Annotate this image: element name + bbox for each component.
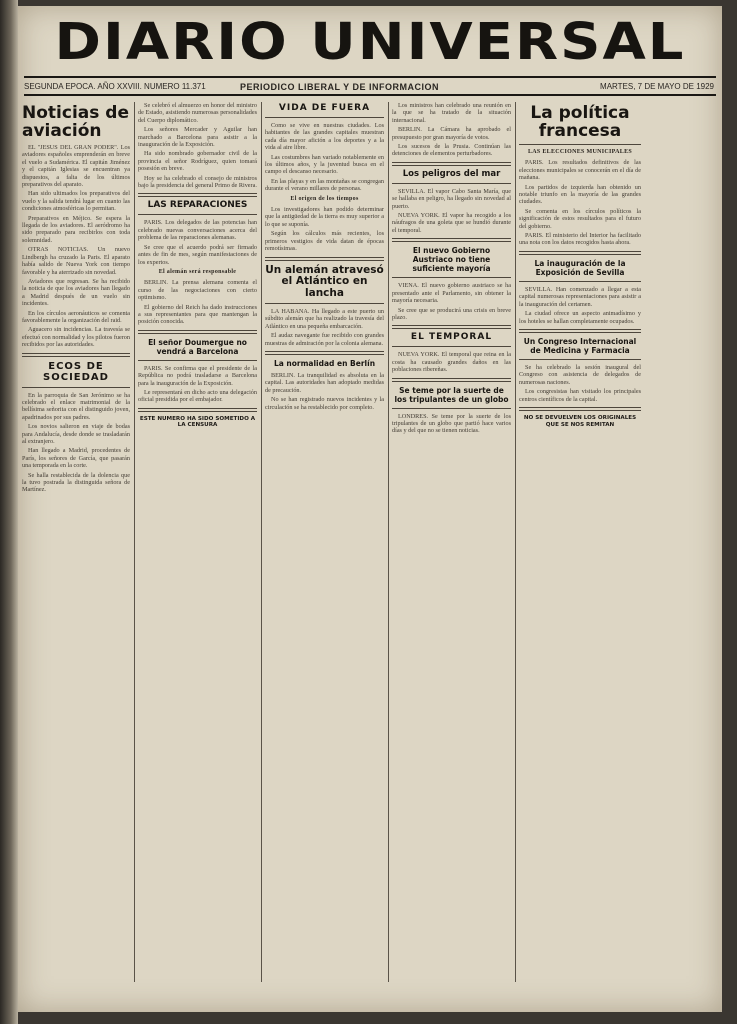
article-paragraph: SEVILLA. El vapor Cabo Santa María, que se hallaba en peligro, ha llegado sin novedad al puerto. [392, 187, 511, 210]
article-paragraph: Se comenta en los círculos políticos la significación de estos resultados para el futuro del gobierno. [519, 207, 641, 230]
article-subhead: El alemán será responsable [158, 268, 237, 275]
headline-normalidad-berlin: La normalidad en Berlín [273, 359, 376, 369]
masthead-rule [24, 76, 716, 78]
article-paragraph: Los congresistas han visitado los principales centros científicos de la capital. [519, 388, 641, 403]
article-paragraph: Los investigadores han podido determinar que la antigüedad de la tierra es muy superior a lo que se suponía. [265, 206, 384, 228]
section-rule [519, 144, 641, 145]
article-paragraph: PARIS. Se confirma que el presidente de la República no podrá trasladarse a Barcelona para la inauguración de la Exposición. [138, 364, 257, 387]
headline-aviacion: Noticias de aviación [22, 103, 129, 141]
tagline: PERIODICO LIBERAL Y DE INFORMACION [240, 82, 440, 92]
section-rule [138, 408, 257, 412]
section-rule [138, 193, 257, 197]
article-paragraph: PARIS. Los delegados de las potencias han celebrado nuevas conversaciones acerca del problema de las reparaciones alemanas. [138, 219, 257, 242]
section-rule [392, 238, 511, 242]
article-paragraph: Ha sido nombrado gobernador civil de la provincia el señor Rodríguez, quien tomará posesión en breve. [138, 150, 257, 173]
issue-date: MARTES, 7 DE MAYO DE 1929 [600, 82, 714, 91]
section-rule [392, 183, 511, 184]
article-paragraph: PARIS. El ministerio del Interior ha facilitado una nota con los datos recogidos hasta ahora. [519, 232, 641, 247]
newspaper-page [18, 6, 722, 1012]
article-paragraph: OTRAS NOTICIAS. Un nuevo Lindbergh ha cruzado la Paris. El aparato había salido de Nueva York con tiempo favorable y ha aterrizado sin novedad. [22, 246, 130, 276]
article-paragraph: BERLIN. La tranquilidad es absoluta en la capital. Las autoridades han adoptado medidas de precaución. [265, 372, 384, 394]
article-paragraph: En las playas y en las montañas se congregan durante el verano millares de personas. [265, 177, 384, 193]
article-paragraph: NUEVA YORK. El temporal que reina en la costa ha causado grandes daños en las poblaciones ribereñas. [392, 351, 511, 374]
column-2 [138, 102, 257, 1002]
column-separator [134, 102, 135, 982]
section-rule [392, 277, 511, 278]
section-rule [519, 281, 641, 282]
article-paragraph: Hoy se ha celebrado el consejo de ministros bajo la presidencia del general Primo de Rivera. [138, 174, 257, 190]
article-paragraph: Han sido ultimados los preparativos del vuelo y la salida tendrá lugar en cuanto las condiciones atmosféricas lo permitan. [22, 190, 130, 213]
article-paragraph: Se cree que el acuerdo podrá ser firmado antes de fin de mes, según manifestaciones de los expertos. [138, 243, 257, 266]
article-paragraph: NUEVA YORK. El vapor ha recogido a los náufragos de una goleta que se hundió durante el temporal. [392, 212, 511, 234]
section-rule [519, 251, 641, 255]
article-paragraph: PARIS. Los resultados definitivos de las elecciones municipales se conocerán en el día de mañana. [519, 159, 641, 182]
article-paragraph: Como se vive en nuestras ciudades. Los habitantes de las grandes capitales muestran cada día mayor afición a los deportes y a la vida al aire libre. [265, 122, 384, 152]
article-paragraph: En los círculos aeronáuticos se comenta favorablemente la organización del raid. [22, 309, 130, 324]
section-rule [138, 330, 257, 334]
article-paragraph: Han llegado a Madrid, procedentes de París, los señores de García, que pasarán una temporada en la corte. [22, 447, 130, 470]
section-rule [138, 214, 257, 215]
column-1 [22, 102, 130, 1002]
article-paragraph: Aviadores que regresan. Se ha recibido la noticia de que los aviadores han llegado a Madrid después de un vuelo sin incidentes. [22, 277, 130, 308]
article-paragraph: Los ministros han celebrado una reunión en la que se ha tratado de la situación internacional. [392, 102, 511, 124]
article-paragraph: VIENA. El nuevo gobierno austriaco se ha presentado ante el Parlamento, sin obtener la mayoría necesaria. [392, 282, 511, 305]
section-rule [392, 408, 511, 409]
column-separator [261, 102, 262, 982]
section-rule [138, 360, 257, 361]
section-temporal: EL TEMPORAL [410, 332, 493, 343]
section-rule [519, 329, 641, 333]
article-paragraph: BERLIN. La Cámara ha aprobado el presupuesto por gran mayoría de votos. [392, 126, 511, 141]
article-paragraph: Los partidos de izquierda han obtenido un notable triunfo en la mayoría de las grandes ciudades. [519, 183, 641, 206]
section-rule [22, 387, 130, 388]
headline-gobierno-austriaco: El nuevo Gobierno Austriaco no tiene suficiente mayoría [412, 246, 491, 274]
column-separator [388, 102, 389, 982]
section-rule [519, 407, 641, 411]
section-rule [265, 257, 384, 261]
headline-politica-francesa: La política francesa [530, 103, 630, 141]
section-vida-fuera: VIDA DE FUERA [278, 103, 371, 113]
headline-aleman-atlantico: Un alemán atravesó el Atlántico en lancha [265, 263, 384, 299]
article-paragraph: LONDRES. Se teme por la suerte de los tripulantes de un globo que partió hace varios días y del que no se tienen noticias. [392, 412, 511, 435]
section-rule [265, 351, 384, 355]
section-rule [392, 325, 511, 329]
column-5 [519, 102, 641, 1002]
column-separator [515, 102, 516, 982]
article-paragraph: LA HABANA. Ha llegado a este puerto un súbdito alemán que ha realizado la travesía del Atlántico en una pequeña embarcación. [265, 308, 384, 330]
article-paragraph: BERLIN. La prensa alemana comenta el curso de las negociaciones con cierto optimismo. [138, 279, 257, 302]
section-rule [519, 359, 641, 360]
header-rule [24, 94, 716, 96]
article-paragraph: Los novios salieron en viaje de bodas para Andalucía, desde donde se trasladarán al extranjero. [22, 423, 130, 445]
section-ecos-sociedad: ECOS DE SOCIEDAD [43, 360, 109, 383]
article-subhead: LAS ELECCIONES MUNICIPALES [527, 149, 633, 155]
section-rule [265, 303, 384, 304]
article-paragraph: Se ha celebrado la sesión inaugural del Congreso con asistencia de delegados de numerosas naciones. [519, 363, 641, 386]
epoch-line: SEGUNDA EPOCA. AÑO XXVIII. NUMERO 11.371 [24, 82, 206, 91]
section-rule [265, 117, 384, 118]
article-paragraph: Según los cálculos más recientes, los primeros vestigios de vida datan de épocas remotísimas. [265, 230, 384, 253]
article-paragraph: No se han registrado nuevos incidentes y la circulación se ha restablecido por completo. [265, 396, 384, 411]
section-reparaciones: LAS REPARACIONES [147, 200, 248, 211]
headline-tripulantes-globo: Se teme por la suerte de los tripulantes de un globo [394, 385, 509, 404]
article-paragraph: En la parroquia de San Jerónimo se ha celebrado el enlace matrimonial de la bellísima señorita con el distinguido joven, apadrinados por sus padres. [22, 391, 130, 421]
section-rule [392, 378, 511, 382]
article-paragraph: El audaz navegante fue recibido con grandes muestras de admiración por la colonia alemana. [265, 332, 384, 347]
section-rule [392, 162, 511, 166]
article-paragraph: SEVILLA. Han comenzado a llegar a esta capital numerosas representaciones para asistir a la inauguración del certamen. [519, 285, 641, 308]
section-rule [22, 353, 130, 357]
newspaper-title: DIARIO UNIVERSAL [54, 13, 686, 72]
headline-exposicion-sevilla: La inauguración de la Exposición de Sevilla [534, 258, 626, 277]
article-paragraph: Se celebró el almuerzo en honor del ministro de Estado, asistiendo numerosas personalidades del Cuerpo diplomático. [138, 102, 257, 124]
article-paragraph: Aguacero sin incidencias. La travesía se efectuó con normalidad y los pilotos fueron recibidos por las autoridades. [22, 326, 130, 349]
headline-peligros-mar: Los peligros del mar [402, 168, 501, 179]
article-paragraph: Preparativos en Méjico. Se espera la llegada de los aviadores. El aeródromo ha sido preparado para recibirlos con toda solemnidad. [22, 214, 130, 244]
column-3 [265, 102, 384, 1002]
article-paragraph: Le representará en dicho acto una delegación oficial presidida por el embajador. [138, 388, 257, 404]
article-paragraph: El gobierno del Reich ha dado instrucciones a sus representantes para que mantengan la posición conocida. [138, 303, 257, 326]
article-paragraph: Se halla restablecida de la dolencia que la tuvo postrada la distinguida señora de Martínez. [22, 471, 130, 494]
article-paragraph: Los señores Mercader y Aguilar han marchado a Barcelona para asistir a la inauguración de la Exposición. [138, 126, 257, 149]
book-binding-edge [0, 0, 18, 1024]
originals-notice: NO SE DEVUELVEN LOS ORIGINALES QUE SE NOS REMITAN [523, 414, 637, 428]
article-paragraph: EL "JESUS DEL GRAN PODER". Los aviadores españoles emprenderán en breve el vuelo a Sudamérica. El capitán Jiménez y el capitán Iglesias se encuentran ya dispuestos, a falta de los últimos preparativos del aparato. [22, 144, 130, 189]
article-paragraph: Se cree que se producirá una crisis en breve plazo. [392, 306, 511, 321]
column-4 [392, 102, 511, 1002]
headline-doumergue: El señor Doumergue no vendrá a Barcelona [148, 337, 247, 356]
censorship-notice: ESTE NUMERO HA SIDO SOMETIDO A LA CENSURA [139, 415, 256, 429]
headline-congreso-medicina: Un Congreso Internacional de Medicina y Farmacia [523, 336, 637, 355]
section-rule [392, 346, 511, 347]
article-paragraph: La ciudad ofrece un aspecto animadísimo y los hoteles se hallan completamente ocupados. [519, 310, 641, 325]
article-paragraph: Los sucesos de la Prusia. Continúan las detenciones de elementos perturbadores. [392, 143, 511, 158]
article-paragraph: Las costumbres han variado notablemente en los últimos años, y la juventud busca en el campo el descanso necesario. [265, 153, 384, 176]
article-subhead: El origen de los tiempos [290, 195, 359, 202]
